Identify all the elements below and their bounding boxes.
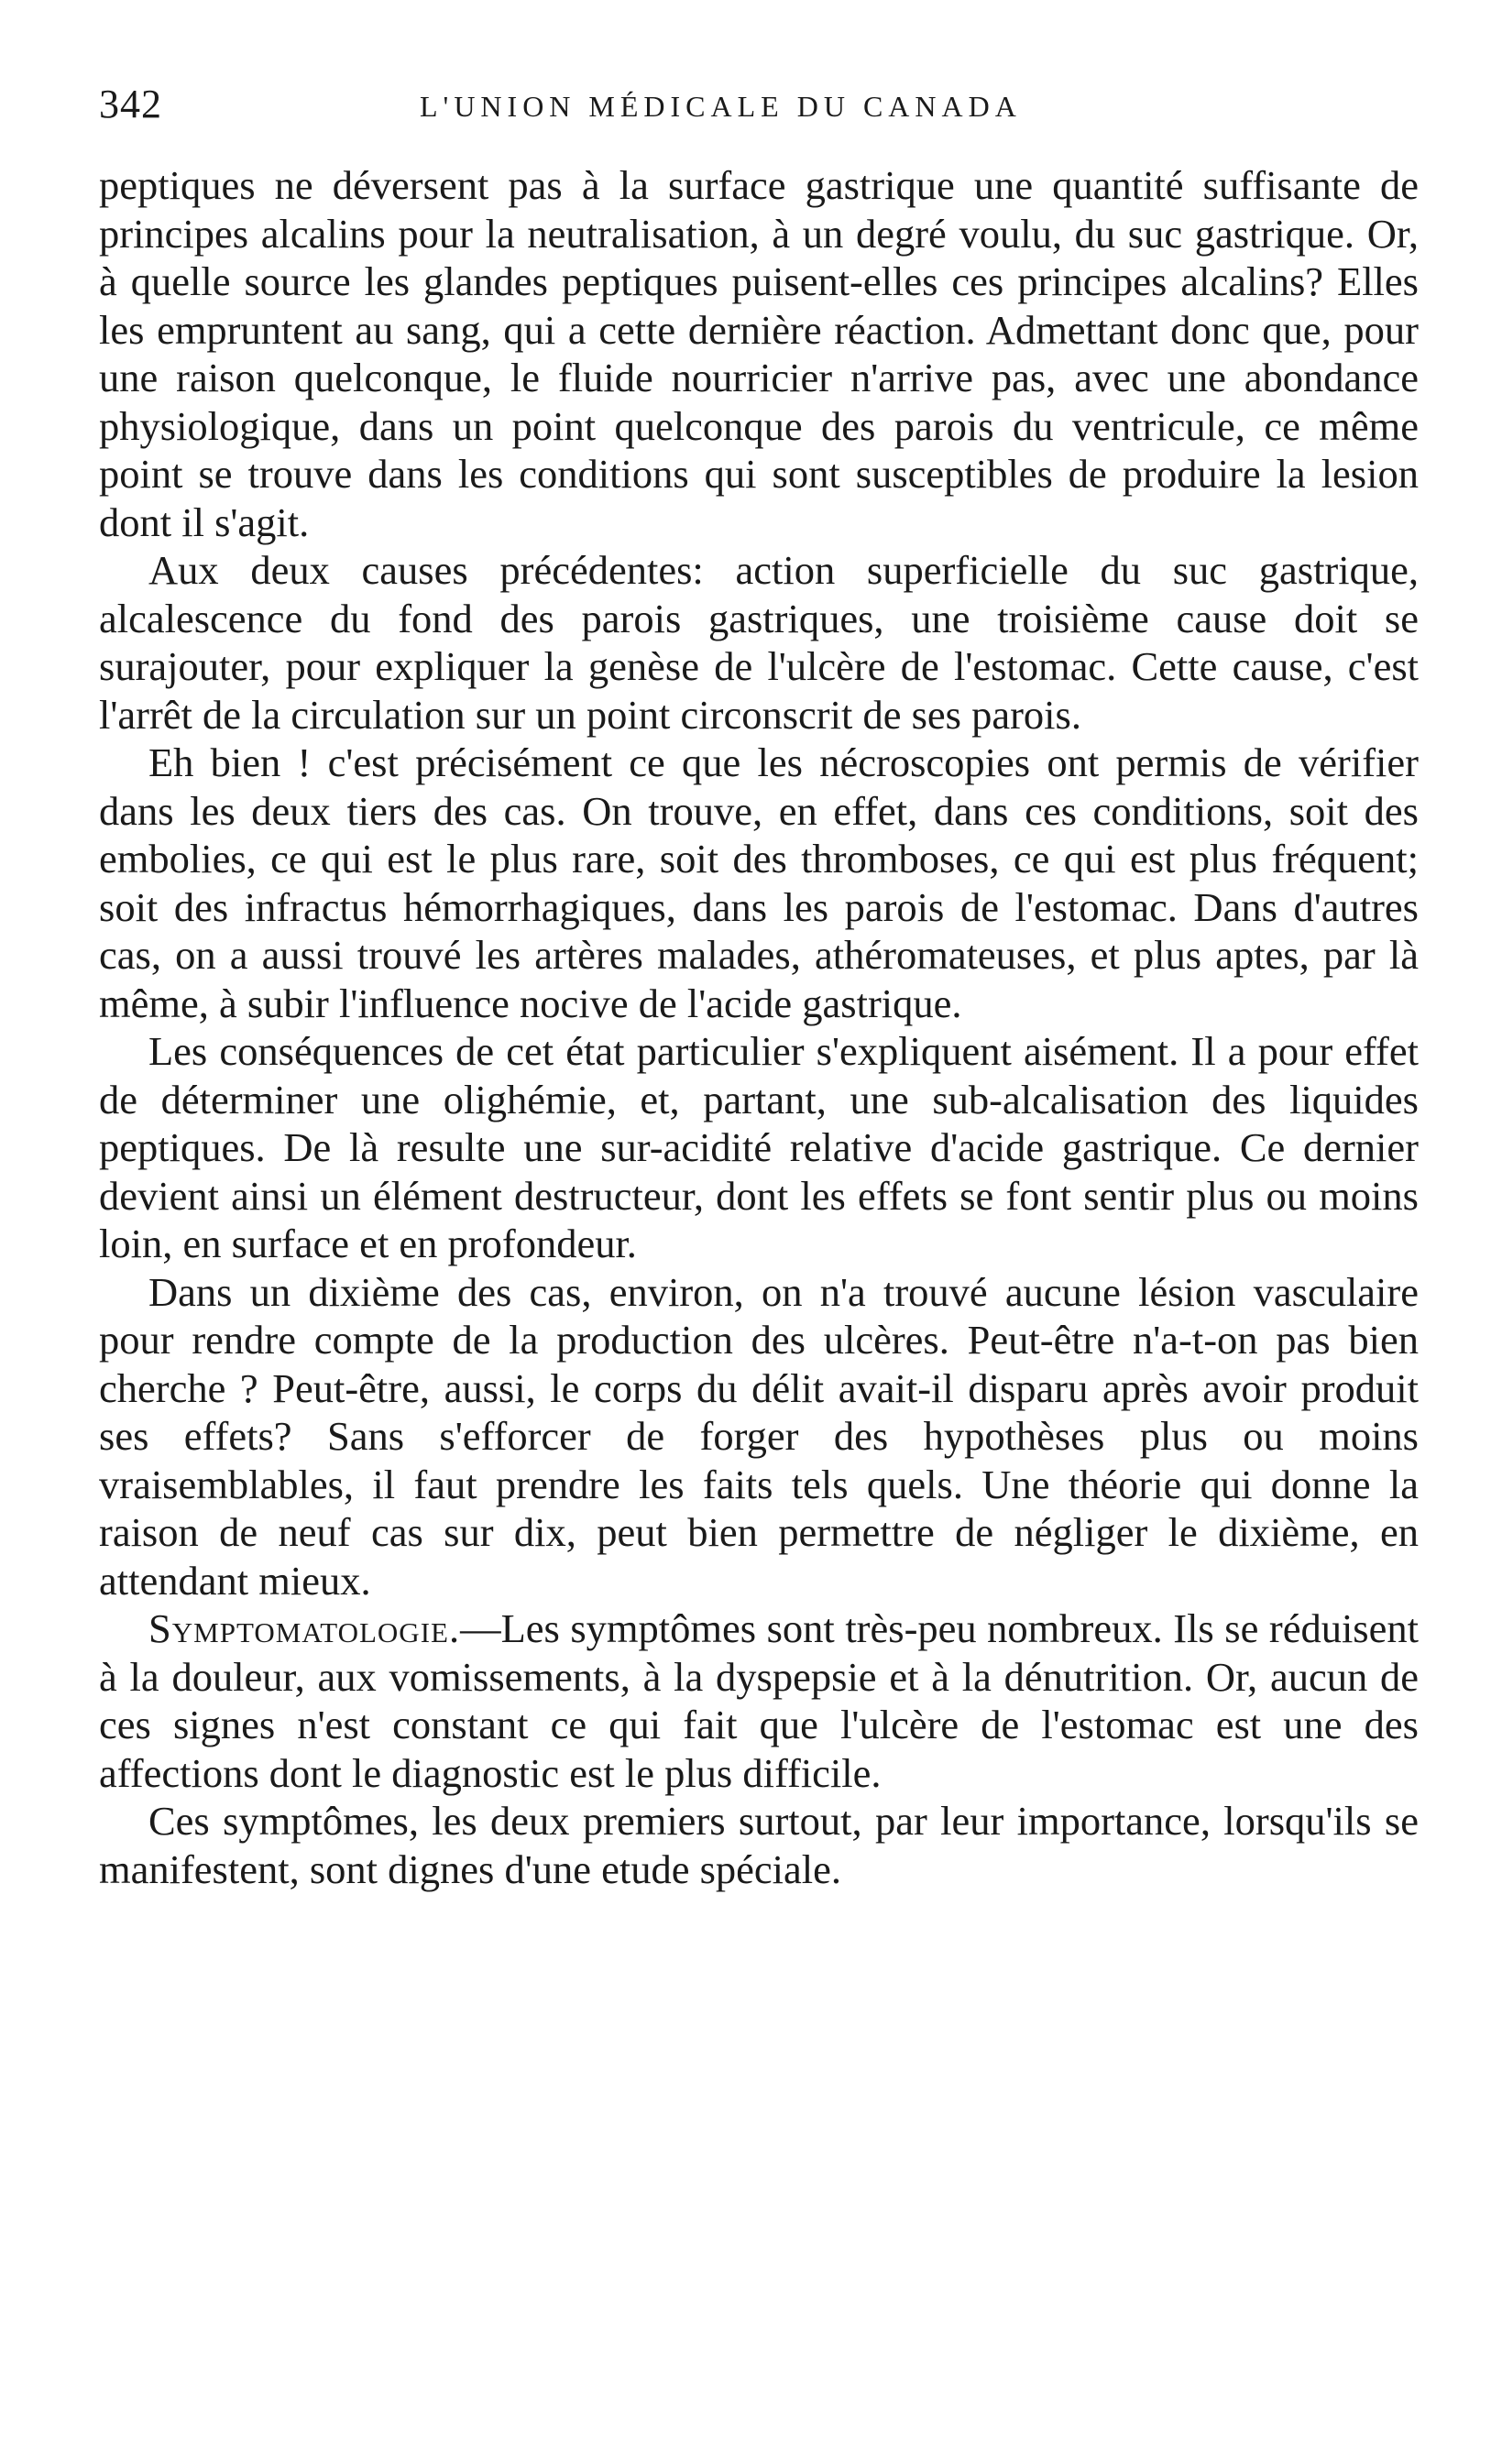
paragraph [99, 546, 1419, 739]
running-title: L'UNION MÉDICALE DU CANADA [420, 90, 1022, 123]
paragraph [99, 161, 1419, 546]
paragraph [99, 1797, 1419, 1893]
page-number: 342 [99, 82, 162, 126]
paragraph-text: Eh bien ! c'est précisément ce que les nécroscopies ont permis de vérifier dans les deux tiers des cas. On trouve, en effet, dans ces conditions, soit des embolies, ce qui est le plus rare, soit des thromboses, ce qui est plus fréquent; soit des infractus hémorrhagiques, dans les parois de l'estomac. Dans d'autres cas, on a aussi trouvé les artères malades, athéromateuses, et plus aptes, par là même, à subir l'influence nocive de l'acide gastrique. [99, 739, 1419, 1026]
page-header [99, 81, 1419, 137]
paragraph-text: Dans un dixième des cas, environ, on n'a trouvé aucune lésion vasculaire pour rendre compte de la production des ulcères. Peut-être n'a-t-on pas bien cherche ? Peut-être, aussi, le corps du délit avait-il disparu après avoir produit ses effets? Sans s'efforcer de forger des hypothèses plus ou moins vraisemblables, il faut prendre les faits tels quels. Une théorie qui donne la raison de neuf cas sur dix, peut bien permettre de négliger le dixième, en attendant mieux. [99, 1268, 1419, 1604]
paragraph [99, 1604, 1419, 1797]
paragraph-text: —Les symptômes sont très-peu nombreux. Ils se réduisent à la douleur, aux vomissements, à la dyspepsie et à la dénutrition. Or, aucun de ces signes n'est constant ce qui fait que l'ulcère de l'estomac est une des affections dont le diagnostic est le plus difficile. [99, 1605, 1419, 1796]
section-heading: Symptomatologie. [148, 1605, 461, 1651]
paragraph [99, 739, 1419, 1027]
body-text [99, 161, 1419, 1893]
paragraph [99, 1268, 1419, 1605]
paragraph-text: peptiques ne déversent pas à la surface gastrique une quantité suffisante de principes alcalins pour la neutralisation, à un degré voulu, du suc gastrique. Or, à quelle source les glandes peptiques puisent-elles ces principes alcalins? Elles les empruntent au sang, qui a cette dernière réaction. Admettant donc que, pour une raison quelconque, le fluide nourricier n'arrive pas, avec une abondance physiologique, dans un point quelconque des parois du ventricule, ce même point se trouve dans les conditions qui sont susceptibles de produire la lesion dont il s'agit. [99, 162, 1419, 545]
paragraph-text: Les conséquences de cet état particulier s'expliquent aisément. Il a pour effet de déterminer une olighémie, et, partant, une sub-alcalisation des liquides peptiques. De là resulte une sur-acidité relative d'acide gastrique. Ce dernier devient ainsi un élément destructeur, dont les effets se font sentir plus ou moins loin, en surface et en profondeur. [99, 1028, 1419, 1266]
paragraph-text: Ces symptômes, les deux premiers surtout, par leur importance, lorsqu'ils se manifestent, sont dignes d'une etude spéciale. [99, 1798, 1419, 1892]
book-page [99, 81, 1419, 1893]
paragraph [99, 1027, 1419, 1268]
paragraph-text: Aux deux causes précédentes: action superficielle du suc gastrique, alcalescence du fond des parois gastriques, une troisième cause doit se surajouter, pour expliquer la genèse de l'ulcère de l'estomac. Cette cause, c'est l'arrêt de la circulation sur un point circonscrit de ses parois. [99, 547, 1419, 738]
